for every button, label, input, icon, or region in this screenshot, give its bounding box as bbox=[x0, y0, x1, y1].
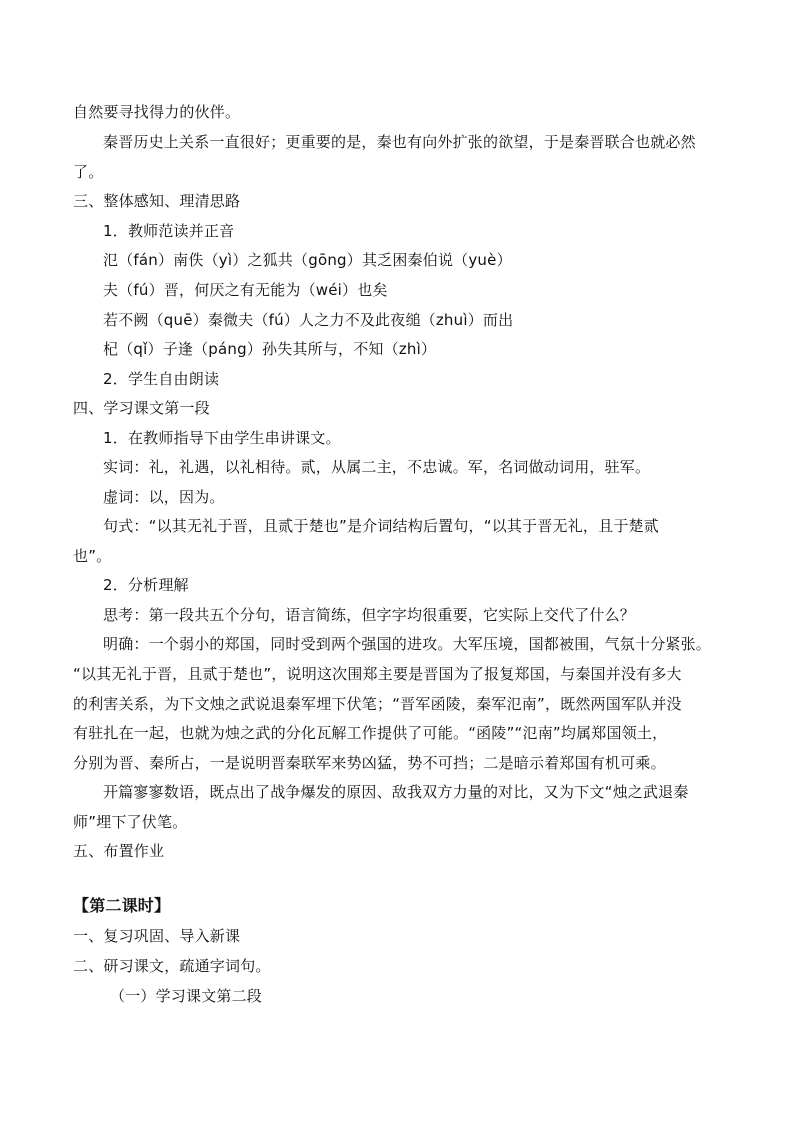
section-heading: 五、布置作业 bbox=[73, 842, 165, 860]
section-heading: 二、研习课文，疏通字词句。 bbox=[73, 957, 271, 975]
text-line: 开篇寥寥数语，既点出了战争爆发的原因、敌我双方力量的对比，又为下文“烛之武退秦 bbox=[103, 783, 689, 801]
text-line: 若不阙（quē）秦微夫（fú）人之力不及此夜缒（zhuì）而出 bbox=[103, 311, 514, 329]
section-heading: 一、复习巩固、导入新课 bbox=[73, 927, 241, 945]
section-heading: 四、学习课文第一段 bbox=[73, 399, 210, 417]
text-line: 实词：礼，礼遇，以礼相待。贰，从属二主，不忠诚。军，名词做动词用，驻军。 bbox=[103, 458, 651, 476]
text-line: 2．学生自由朗读 bbox=[103, 370, 220, 388]
text-line: 夫（fú）晋，何厌之有无能为（wéi）也矣 bbox=[103, 281, 388, 299]
subsection-heading: （一）学习课文第二段 bbox=[110, 987, 263, 1005]
section-heading: 三、整体感知、理清思路 bbox=[73, 192, 241, 210]
text-line: 师”埋下了伏笔。 bbox=[73, 813, 188, 831]
lesson-heading: 【第二课时】 bbox=[73, 896, 171, 915]
text-line: 杞（qǐ）子逢（páng）孙失其所与，不知（zhì） bbox=[103, 340, 437, 358]
text-line: 虚词：以，因为。 bbox=[103, 488, 225, 506]
text-line: 也”。 bbox=[73, 547, 112, 565]
text-line: 明确：一个弱小的郑国，同时受到两个强国的进攻。大军压境，国都被围，气氛十分紧张。 bbox=[103, 635, 712, 653]
text-line: 自然要寻找得力的伙伴。 bbox=[73, 103, 241, 121]
text-line: 1．教师范读并正音 bbox=[103, 222, 235, 240]
text-line: “以其无礼于晋，且贰于楚也”，说明这次围郑主要是晋国为了报复郑国，与秦国并没有多大 bbox=[73, 665, 682, 683]
text-line: 1．在教师指导下由学生串讲课文。 bbox=[103, 429, 341, 447]
text-line: 氾（fán）南佚（yì）之狐共（gōng）其乏困秦伯说（yuè） bbox=[103, 251, 512, 269]
text-line: 的利害关系，为下文烛之武说退秦军埋下伏笔；“晋军函陵，秦军氾南”，既然两国军队并没 bbox=[73, 695, 682, 713]
text-line: 分别为晋、秦所占，一是说明晋秦联军来势凶猛，势不可挡；二是暗示着郑国有机可乘。 bbox=[73, 754, 666, 772]
text-line: 思考：第一段共五个分句，语言简练，但字字均很重要，它实际上交代了什么？ bbox=[103, 606, 636, 624]
text-line: 2．分析理解 bbox=[103, 576, 189, 594]
text-line: 了。 bbox=[73, 163, 104, 181]
text-line: 有驻扎在一起，也就为烛之武的分化瓦解工作提供了可能。“函陵”“氾南”均属郑国领土， bbox=[73, 724, 668, 742]
text-line: 句式：“以其无礼于晋，且贰于楚也”是介词结构后置句，“以其于晋无礼，且于楚贰 bbox=[103, 517, 659, 535]
text-line: 秦晋历史上关系一直很好；更重要的是，秦也有向外扩张的欲望，于是秦晋联合也就必然 bbox=[103, 133, 696, 151]
